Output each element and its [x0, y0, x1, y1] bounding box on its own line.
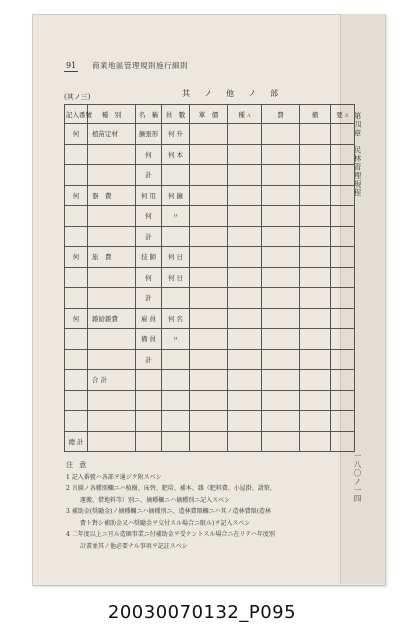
header-entry-number: 記入番號	[65, 105, 88, 124]
table-cell	[162, 165, 190, 186]
table-cell	[65, 226, 88, 247]
table-cell	[331, 247, 355, 268]
table-cell	[262, 370, 300, 391]
table-cell: 計	[136, 165, 162, 186]
table-cell	[331, 124, 355, 145]
image-caption: 20030070132_P095	[107, 602, 297, 623]
note-line: 2 言圖ノ各種別欄ニハ植樹、床替、肥培、補本、雜（肥料費、小屋掛、請築、	[66, 485, 276, 492]
table-cell	[228, 185, 262, 206]
table-row	[65, 267, 355, 288]
table-cell	[262, 288, 300, 309]
note-line: 1 記入番號ハ各部ヲ通ジク附スベシ	[66, 473, 162, 481]
table-cell	[300, 247, 331, 268]
table-cell	[190, 349, 228, 370]
table-cell	[300, 288, 331, 309]
table-cell	[228, 206, 262, 227]
side-chapter-title: 第四章 民林管理規程	[353, 112, 362, 197]
table-cell	[331, 288, 355, 309]
table-cell	[331, 431, 355, 452]
table-cell	[262, 390, 300, 411]
expense-form-table	[64, 104, 355, 452]
table-cell	[300, 370, 331, 391]
table-cell: 何 日	[162, 247, 190, 268]
table-cell	[331, 144, 355, 165]
table-cell	[65, 349, 88, 370]
table-body	[65, 124, 355, 452]
table-cell	[228, 329, 262, 350]
table-cell	[228, 226, 262, 247]
table-cell	[331, 206, 355, 227]
table-cell	[331, 370, 355, 391]
notes-heading: 注 意	[66, 461, 89, 469]
stamp-mark: A	[246, 112, 251, 119]
table-cell	[162, 226, 190, 247]
table-cell	[262, 247, 300, 268]
table-cell	[65, 411, 88, 432]
table-cell	[262, 226, 300, 247]
table-cell: 何 日	[162, 267, 190, 288]
table-cell: 總 計	[65, 431, 88, 452]
table-cell	[190, 185, 228, 206]
table-cell	[190, 165, 228, 186]
table-cell: 何	[136, 267, 162, 288]
table-cell: 計	[136, 288, 162, 309]
table-cell	[262, 144, 300, 165]
table-cell	[190, 247, 228, 268]
table-cell: 何 本	[162, 144, 190, 165]
table-cell	[300, 329, 331, 350]
table-cell	[136, 370, 162, 391]
table-cell	[65, 165, 88, 186]
table-cell	[228, 390, 262, 411]
table-header-row	[65, 105, 355, 124]
table-cell	[300, 165, 331, 186]
table-cell	[228, 144, 262, 165]
table-cell	[228, 411, 262, 432]
table-cell: 雜給雜費	[88, 308, 136, 329]
stamp-mark: B	[344, 112, 349, 119]
table-cell	[65, 267, 88, 288]
table-cell	[190, 431, 228, 452]
table-cell	[331, 349, 355, 370]
table-cell: 何 擴	[162, 185, 190, 206]
table-cell	[136, 390, 162, 411]
table-cell	[228, 349, 262, 370]
table-cell: 〃	[162, 206, 190, 227]
table-cell	[136, 431, 162, 452]
table-cell	[228, 267, 262, 288]
table-cell	[228, 288, 262, 309]
note-line: 計畫並其ノ他必要ナル事項ヲ記註スベシ	[80, 542, 188, 550]
table-cell	[262, 329, 300, 350]
table-cell	[65, 390, 88, 411]
table-row	[65, 226, 355, 247]
table-cell	[88, 226, 136, 247]
table-cell	[190, 288, 228, 309]
table-cell	[65, 329, 88, 350]
table-cell	[88, 390, 136, 411]
table-cell	[300, 144, 331, 165]
table-cell	[228, 308, 262, 329]
table-row	[65, 247, 355, 268]
table-cell	[300, 124, 331, 145]
table-cell	[228, 370, 262, 391]
note-line: 4 二年度以上ニ亘ル造園事業ニ付補助金ヲ受ケントスル場合ニ在リテハ年度別	[66, 531, 275, 538]
table-cell	[300, 411, 331, 432]
table-cell: 何	[136, 206, 162, 227]
table-cell	[262, 431, 300, 452]
table-cell	[300, 308, 331, 329]
table-cell: 旅 費	[88, 247, 136, 268]
table-row	[65, 144, 355, 165]
table-row	[65, 124, 355, 145]
table-cell	[262, 165, 300, 186]
table-cell	[331, 267, 355, 288]
table-cell: 雇 員	[136, 308, 162, 329]
note-line: 3 補助金(奨勵金)ノ摘種欄ニハ摘種別ニ、造林費額欄ニハ其ノ造林費額(造林	[66, 508, 271, 515]
table-cell	[331, 411, 355, 432]
table-row	[65, 206, 355, 227]
table-cell: 何	[65, 308, 88, 329]
table-cell	[300, 206, 331, 227]
table-cell: 器 費	[88, 185, 136, 206]
table-cell	[88, 206, 136, 227]
table-cell: 何 名	[162, 308, 190, 329]
table-cell	[300, 267, 331, 288]
table-cell	[331, 165, 355, 186]
table-cell	[65, 370, 88, 391]
table-cell	[228, 124, 262, 145]
table-cell	[162, 288, 190, 309]
table-cell	[190, 267, 228, 288]
table-cell	[65, 288, 88, 309]
table-cell	[65, 144, 88, 165]
table-cell	[331, 308, 355, 329]
table-cell: 何	[136, 144, 162, 165]
table-cell	[190, 206, 228, 227]
table-cell	[88, 431, 136, 452]
table-cell	[65, 206, 88, 227]
table-cell	[88, 267, 136, 288]
table-cell	[262, 308, 300, 329]
table-row	[65, 349, 355, 370]
header-remarks: 備	[300, 105, 331, 124]
table-cell	[331, 390, 355, 411]
table-cell	[190, 390, 228, 411]
table-cell: 何	[65, 124, 88, 145]
header-unit-price: 單 價	[190, 105, 228, 124]
table-cell	[331, 226, 355, 247]
table-cell	[300, 185, 331, 206]
table-cell	[88, 349, 136, 370]
table-cell	[88, 144, 136, 165]
table-cell: 植苗定材	[88, 124, 136, 145]
table-cell	[228, 247, 262, 268]
header-name: 名 稱	[136, 105, 162, 124]
table-cell	[262, 185, 300, 206]
table-cell: 何 用	[136, 185, 162, 206]
table-cell	[300, 390, 331, 411]
notes-block	[66, 460, 336, 552]
table-cell	[300, 431, 331, 452]
table-cell	[331, 185, 355, 206]
header-kind: 種 A	[228, 105, 262, 124]
table-cell: 備 員	[136, 329, 162, 350]
table-cell	[162, 411, 190, 432]
table-cell	[262, 349, 300, 370]
section-title: 其 ノ 他 ノ 部	[182, 89, 281, 98]
table-cell	[190, 411, 228, 432]
table-cell	[88, 288, 136, 309]
table-cell	[262, 411, 300, 432]
table-cell	[162, 431, 190, 452]
table-cell	[262, 267, 300, 288]
table-row	[65, 411, 355, 432]
table-cell	[88, 329, 136, 350]
header-quantity: 員 數	[162, 105, 190, 124]
table-row	[65, 329, 355, 350]
page-number: 91	[66, 61, 77, 70]
table-cell: 計	[136, 349, 162, 370]
table-cell	[136, 411, 162, 432]
table-row	[65, 185, 355, 206]
table-cell	[190, 124, 228, 145]
table-cell	[262, 206, 300, 227]
table-cell	[228, 165, 262, 186]
table-cell: 擴張形	[136, 124, 162, 145]
table-cell: 何	[65, 185, 88, 206]
section-label: (其ノ三)	[64, 93, 91, 101]
note-line: 運搬、借地料等）別ニ、摘種欄ニハ摘種別ニ記入スベシ	[80, 496, 231, 504]
table-cell: 技 師	[136, 247, 162, 268]
header-summary: 要 B	[331, 105, 355, 124]
table-cell	[262, 124, 300, 145]
header-expense: 費	[262, 105, 300, 124]
table-cell: 〃	[162, 329, 190, 350]
table-cell	[331, 329, 355, 350]
table-cell	[300, 349, 331, 370]
table-cell: 何	[65, 247, 88, 268]
table-row	[65, 165, 355, 186]
table-cell	[162, 390, 190, 411]
table-row	[65, 308, 355, 329]
table-cell: 何 升	[162, 124, 190, 145]
table-cell	[228, 431, 262, 452]
header-category: 種 別	[88, 105, 136, 124]
table-cell	[190, 329, 228, 350]
table-cell: 合 計	[88, 370, 136, 391]
table-cell	[162, 370, 190, 391]
running-head: 商業地區管理規則施行細則	[92, 61, 188, 70]
page-number-rule	[64, 71, 78, 72]
table-cell	[190, 308, 228, 329]
table-cell	[300, 226, 331, 247]
table-row	[65, 431, 355, 452]
side-folio: 一八〇ノ一四	[353, 452, 362, 503]
table-cell	[190, 144, 228, 165]
table-cell: 計	[136, 226, 162, 247]
note-line: 費ト對シ補助金又ハ奨勵金ヲ交付スル場合ニ限ル)ヲ記入スベシ	[80, 519, 251, 527]
table-row	[65, 370, 355, 391]
table-cell	[190, 370, 228, 391]
table-row	[65, 390, 355, 411]
table-row	[65, 288, 355, 309]
table-cell	[88, 165, 136, 186]
table-cell	[162, 349, 190, 370]
table-cell	[88, 411, 136, 432]
table-cell	[190, 226, 228, 247]
